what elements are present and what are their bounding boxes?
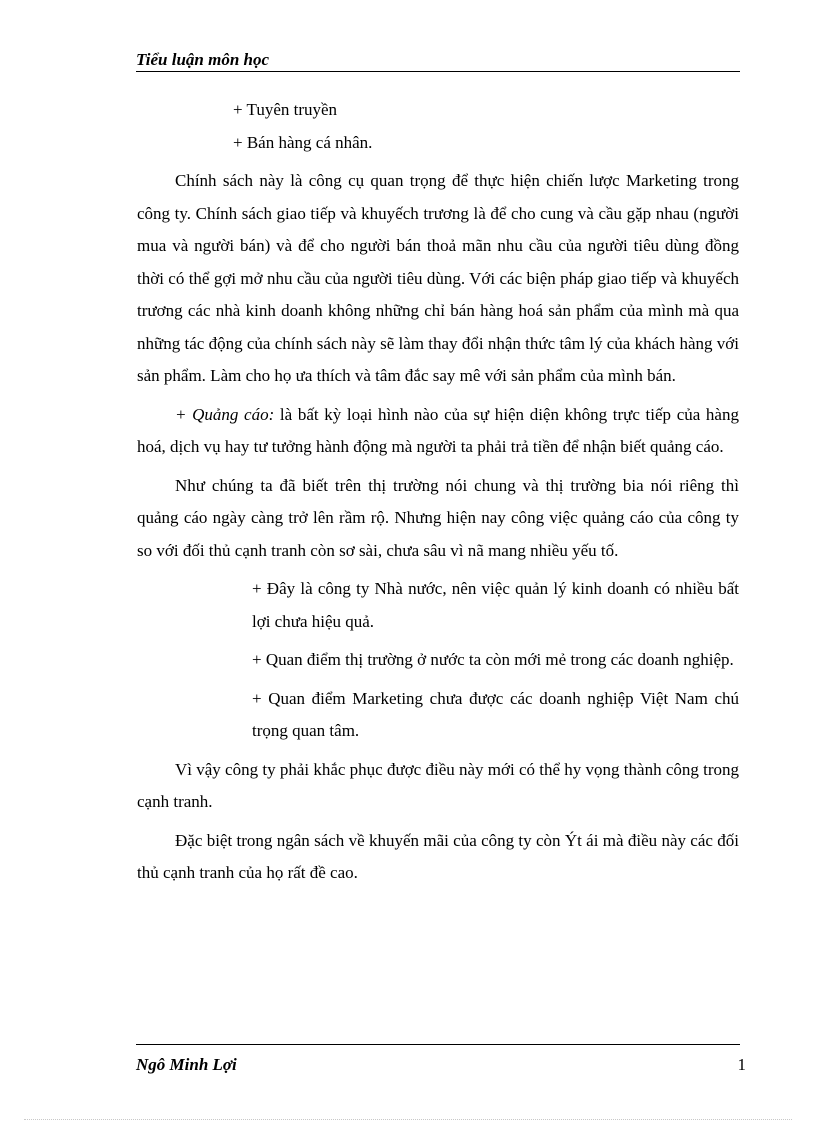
paragraph: Chính sách này là công cụ quan trọng để thực hiện chiến lược Marketing trong công ty. Chính sách giao tiếp và khuyếch trương là để cho cung và cầu gặp nhau (người mua và người bán) và để cho người bán thoả mãn nhu cầu của người tiêu dùng đồng thời có thể gợi mở nhu cầu của người tiêu dùng. Với các biện pháp giao tiếp và khuyếch trương các nhà kinh doanh không những chỉ bán hàng hoá sản phẩm của mình mà qua những tác động của chính sách này sẽ làm thay đổi nhận thức tâm lý của khách hàng với sản phẩm. Làm cho họ ưa thích và tâm đắc say mê với sản phẩm của mình bán. [137,171,739,385]
header-divider [136,71,740,72]
bullet-item: + Bán hàng cá nhân. [233,132,373,152]
paragraph: Vì vậy công ty phải khắc phục được điều này mới có thể hy vọng thành công trong cạnh tranh. [137,759,739,811]
paragraph-advertising [137,399,739,464]
page-header-title: Tiểu luận môn học [136,50,270,69]
bullet-item: + Tuyên truyền [233,100,338,119]
page-bottom-edge [24,1119,792,1120]
footer-author: Ngô Minh Lợi [136,1055,237,1074]
advertising-term: + Quảng cáo: [175,404,275,424]
bullet-item: + Quan điểm Marketing chưa được các doanh nghiệp Việt Nam chú trọng quan tâm. [252,688,739,740]
bullet-item: + Đây là công ty Nhà nước, nên việc quản lý kinh doanh có nhiều bất lợi chưa hiệu quả. [252,579,739,631]
page-number: 1 [737,1055,746,1074]
advertising-definition: là bất kỳ loại hình nào của sự hiện diện không trực tiếp của hàng hoá, dịch vụ hay tư tưởng hành động mà người ta phải trả tiền để nhận biết quảng cáo. [137,404,739,456]
document-body [137,94,739,890]
paragraph: Đặc biệt trong ngân sách về khuyến mãi của công ty còn Ýt ái mà điều này các đối thủ cạnh tranh của họ rất đề cao. [137,830,739,882]
footer-divider [136,1044,740,1045]
bullet-item: + Quan điểm thị trường ở nước ta còn mới mẻ trong các doanh nghiệp. [252,650,734,669]
paragraph: Như chúng ta đã biết trên thị trường nói chung và thị trường bia nói riêng thì quảng cáo ngày càng trở lên rầm rộ. Nhưng hiện nay công việc quảng cáo của công ty so với đối thủ cạnh tranh còn sơ sài, chưa sâu vì nã mang nhiều yếu tố. [137,475,739,560]
